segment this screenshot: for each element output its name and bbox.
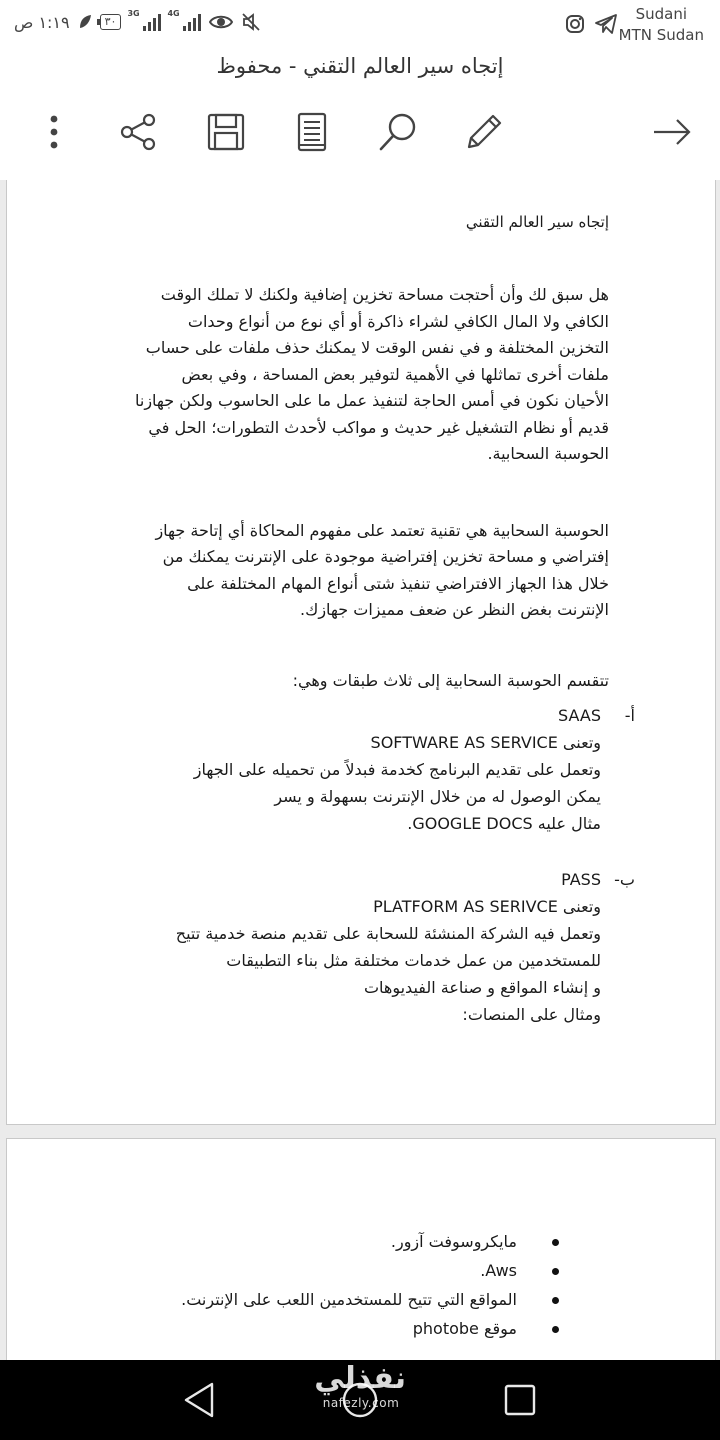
paragraph-line: ملفات أخرى تماثلها في الأهمية لتوفير بعض المساحة ، وفي بعض	[181, 364, 609, 384]
saas-line: وتعمل على تقديم البرنامج كخدمة فبدلاً من تحميله على الجهاز	[193, 760, 601, 779]
list-item: مايكروسوفت آزور.	[77, 1227, 517, 1256]
edit-pencil-icon[interactable]	[462, 110, 506, 154]
layers-intro: تتقسم الحوسبة السحابية إلى ثلاث طبقات وهي:	[292, 670, 609, 690]
saas-line: مثال عليه GOOGLE DOCS.	[407, 814, 601, 833]
nav-recents-icon	[500, 1382, 540, 1418]
page-2-content	[77, 1227, 517, 1343]
pass-line: ومثال على المنصات:	[462, 1005, 601, 1024]
paragraph-intro	[89, 282, 609, 468]
nav-back-icon	[178, 1380, 222, 1420]
document-title: إتجاه سير العالم التقني - محفوظ	[216, 54, 504, 78]
watermark-domain: nafezly.com	[322, 1396, 400, 1410]
mute-icon	[241, 12, 261, 32]
carrier-info	[619, 4, 704, 46]
saas-name: SAAS	[558, 706, 601, 725]
pass-line: وتعمل فيه الشركة المنشئة للسحابة على تقديم منصة خدمية تتيح	[175, 924, 601, 943]
paragraph-line: التخزين المختلفة و في نفس الوقت لا يمكنك حذف ملفات على حساب	[145, 338, 609, 357]
paragraph-definition	[89, 518, 609, 624]
list-item: موقع photobe	[77, 1314, 517, 1343]
paragraph-line: الإنترنت بغض النظر عن ضعف مميزات جهازك.	[300, 600, 609, 619]
nav-back-button[interactable]	[178, 1380, 222, 1420]
network-3g-label: 3G	[127, 9, 140, 18]
saas-line: وتعنى SOFTWARE AS SERVICE	[370, 733, 601, 752]
share-icon[interactable]	[116, 110, 160, 154]
signal-3g-icon	[127, 9, 161, 31]
pass-line: وتعنى PLATFORM AS SERIVCE	[373, 897, 601, 916]
signal-4g-icon	[167, 9, 201, 31]
saas-section	[141, 702, 635, 837]
battery-icon	[100, 14, 122, 30]
battery-level: ٣٠	[104, 15, 117, 28]
app-header	[0, 48, 720, 180]
network-4g-label: 4G	[167, 9, 180, 18]
paragraph-line: الحوسبة السحابية هي تقنية تعتمد على مفهوم المحاكاة أي إتاحة جهاز	[155, 520, 609, 540]
save-floppy-icon[interactable]	[204, 110, 248, 154]
nav-recents-button[interactable]	[500, 1382, 540, 1418]
pass-marker: ب-	[614, 870, 635, 889]
more-vert-icon[interactable]	[32, 110, 76, 154]
paragraph-line: قديم أو نظام التشغيل غير حديث و مواكب لأحدث التطورات؛ الحل في	[148, 417, 609, 437]
toolbar	[0, 110, 720, 154]
status-left	[14, 9, 261, 32]
list-item: المواقع التي تتيح للمستخدمين اللعب على الإنترنت.	[77, 1285, 517, 1314]
instagram-icon	[565, 14, 585, 34]
platform-list	[77, 1227, 517, 1343]
page-layout-icon[interactable]	[290, 110, 334, 154]
nafezly-watermark	[316, 1362, 406, 1410]
eye-icon	[209, 13, 233, 31]
saas-marker: أ-	[624, 706, 635, 725]
time-text: ١:١٩ ص	[14, 12, 70, 32]
pass-name: PASS	[561, 870, 601, 889]
search-icon[interactable]	[376, 110, 420, 154]
paragraph-line: الكافي ولا المال الكافي لشراء ذاكرة أو أي نوع من أنواع وحدات	[187, 311, 609, 331]
back-arrow-icon[interactable]	[650, 110, 694, 154]
list-item: Aws.	[77, 1256, 517, 1285]
paragraph-line: هل سبق لك وأن أحتجت مساحة تخزين إضافية ولكنك لا تملك الوقت	[160, 285, 609, 304]
pass-line: للمستخدمين من عمل خدمات مختلفة مثل بناء التطبيقات	[226, 951, 601, 970]
status-app-icons	[565, 14, 617, 34]
watermark-logo: نفذلي	[314, 1361, 406, 1396]
page-heading: إتجاه سير العالم التقني	[465, 213, 609, 231]
document-page-2	[6, 1138, 716, 1380]
carrier-top: Sudani	[635, 5, 688, 23]
pass-section	[121, 866, 635, 1028]
paragraph-line: الحوسبة السحابية.	[487, 444, 609, 463]
paragraph-line: الأحيان نكون في أمس الحاجة لتنفيذ عمل ما على الحاسوب ولكن جهازنا	[134, 391, 609, 410]
carrier-bottom: MTN Sudan	[618, 26, 704, 44]
paragraph-line: إفتراضي و مساحة تخزين إفتراضية موجودة على الإنترنت يمكنك من	[162, 547, 609, 566]
paragraph-line: خلال هذا الجهاز الافتراضي تنفيذ شتى أنواع المهام المختلفة على	[187, 573, 609, 593]
page-1-content	[89, 210, 609, 694]
status-bar	[0, 0, 720, 48]
leaf-icon	[78, 14, 92, 30]
pass-line: و إنشاء المواقع و صناعة الفيديوهات	[363, 978, 601, 997]
telegram-icon	[595, 14, 617, 34]
saas-line: يمكن الوصول له من خلال الإنترنت بسهولة و يسر	[274, 787, 601, 806]
document-page-1	[6, 180, 716, 1125]
